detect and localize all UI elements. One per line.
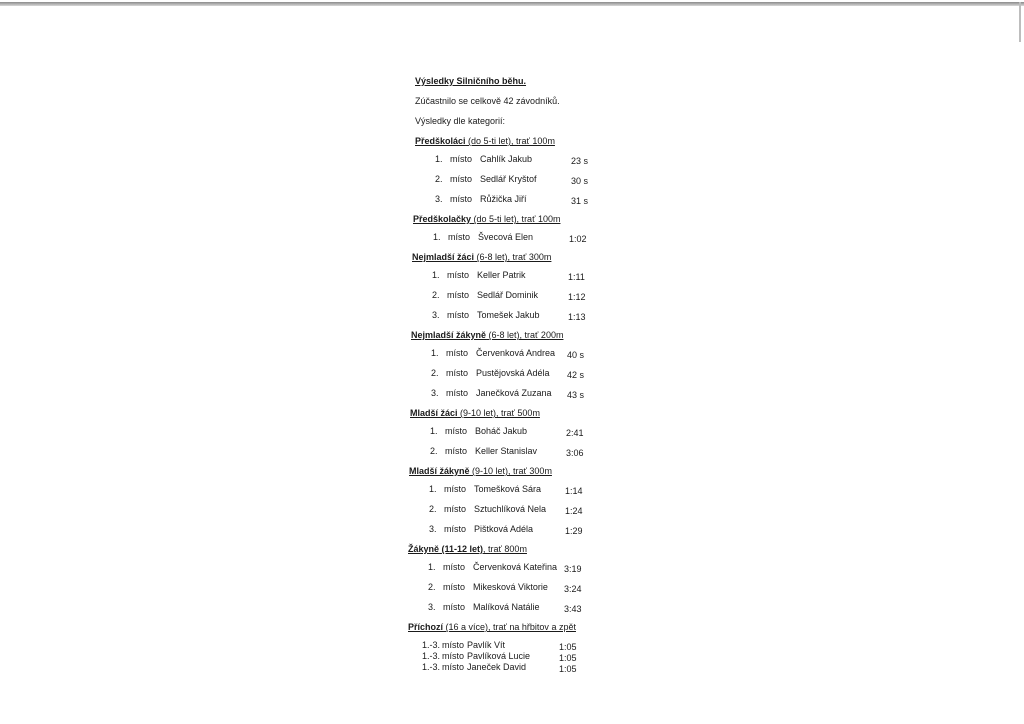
result-name: Boháč Jakub — [475, 426, 528, 436]
result-rank: 2. — [430, 446, 438, 456]
result-time: 1:05 — [559, 642, 577, 652]
category-header — [413, 214, 605, 224]
result-rank: 2. — [432, 290, 440, 300]
result-name: Tomešková Sára — [474, 484, 542, 494]
result-time: 1:14 — [565, 486, 583, 496]
result-name: Pištková Adéla — [474, 524, 534, 534]
result-rank: 1.-3. — [422, 640, 441, 650]
category-detail: (do 5-ti let), trať 100m — [471, 214, 561, 224]
result-rank: 3. — [429, 524, 437, 534]
category-detail: (6-8 let), trať 200m — [486, 330, 564, 340]
category-section — [413, 214, 605, 242]
result-row — [408, 602, 605, 612]
result-place-label: místo — [443, 582, 466, 592]
result-row — [409, 484, 605, 494]
result-name: Sztuchlíková Nela — [474, 504, 547, 514]
category-header — [412, 252, 605, 262]
result-place-label: místo — [445, 426, 468, 436]
result-time: 23 s — [571, 156, 589, 166]
result-name: Pustějovská Adéla — [476, 368, 550, 378]
result-row — [412, 290, 605, 300]
result-rank: 2. — [429, 504, 437, 514]
result-row — [409, 524, 605, 534]
result-name: Keller Stanislav — [475, 446, 538, 456]
result-rank: 1. — [431, 348, 439, 358]
result-time: 3:24 — [564, 584, 582, 594]
category-header — [410, 408, 605, 418]
result-place-label: místo — [442, 651, 465, 661]
result-row — [408, 640, 605, 650]
result-name: Sedlář Kryštof — [480, 174, 537, 184]
result-row — [408, 651, 605, 661]
result-time: 3:43 — [564, 604, 582, 614]
category-section — [412, 252, 605, 320]
result-row — [411, 348, 605, 358]
category-name: Žákyně (11-12 let) — [408, 544, 484, 554]
category-section — [411, 330, 605, 398]
result-row — [415, 174, 605, 184]
category-detail: (9-10 let), trať 500m — [457, 408, 540, 418]
result-rank: 1. — [433, 232, 441, 242]
result-time: 43 s — [567, 390, 585, 400]
result-row — [411, 368, 605, 378]
document-title: Výsledky Silničního běhu. — [415, 76, 527, 86]
result-time: 1:02 — [569, 234, 587, 244]
result-rank: 1.-3. — [422, 662, 441, 672]
result-place-label: místo — [447, 270, 470, 280]
result-row — [408, 582, 605, 592]
result-rank: 1. — [429, 484, 437, 494]
category-header — [411, 330, 605, 340]
result-rank: 3. — [431, 388, 439, 398]
result-place-label: místo — [442, 640, 465, 650]
result-place-label: místo — [447, 310, 470, 320]
result-place-label: místo — [450, 154, 473, 164]
result-place-label: místo — [444, 484, 467, 494]
result-name: Tomešek Jakub — [477, 310, 540, 320]
category-section — [408, 622, 605, 672]
result-time: 3:06 — [566, 448, 584, 458]
category-header — [408, 544, 605, 554]
result-name: Sedlář Dominik — [477, 290, 539, 300]
results-document — [408, 76, 605, 674]
result-name: Keller Patrik — [477, 270, 526, 280]
result-rank: 3. — [432, 310, 440, 320]
result-row — [410, 426, 605, 436]
result-rank: 2. — [431, 368, 439, 378]
result-place-label: místo — [450, 194, 473, 204]
category-detail: (9-10 let), trať 300m — [469, 466, 552, 476]
result-place-label: místo — [442, 662, 465, 672]
result-place-label: místo — [446, 348, 469, 358]
result-place-label: místo — [450, 174, 473, 184]
scan-right-edge — [1019, 2, 1021, 42]
categories-list — [408, 136, 605, 674]
result-row — [408, 562, 605, 572]
result-row — [411, 388, 605, 398]
category-name: Nejmladší žákyně — [411, 330, 487, 340]
result-rank: 1. — [432, 270, 440, 280]
result-row — [415, 194, 605, 204]
category-name: Příchozí — [408, 622, 444, 632]
result-time: 1:24 — [565, 506, 583, 516]
result-time: 31 s — [571, 196, 589, 206]
category-detail: (16 a více), trať na hřbitov a zpět — [443, 622, 576, 632]
result-row — [408, 662, 605, 672]
result-name: Cahlík Jakub — [480, 154, 533, 164]
scan-top-edge — [0, 2, 1024, 6]
category-section — [415, 136, 605, 204]
result-name: Pavlík Vít — [467, 640, 506, 650]
result-rank: 1. — [430, 426, 438, 436]
result-time: 1:05 — [559, 653, 577, 663]
result-time: 1:12 — [568, 292, 586, 302]
category-name: Předškolačky — [413, 214, 472, 224]
result-rank: 1. — [428, 562, 436, 572]
result-row — [412, 270, 605, 280]
result-time: 3:19 — [564, 564, 582, 574]
result-time: 2:41 — [566, 428, 584, 438]
result-name: Švecová Elen — [478, 232, 534, 242]
result-place-label: místo — [446, 368, 469, 378]
result-rank: 3. — [428, 602, 436, 612]
result-time: 1:11 — [568, 272, 585, 282]
result-rank: 1. — [435, 154, 443, 164]
participants-count: Zúčastnilo se celkově 42 závodníků. — [415, 96, 560, 106]
result-place-label: místo — [446, 388, 469, 398]
category-detail: (do 5-ti let), trať 100m — [465, 136, 555, 146]
result-row — [409, 504, 605, 514]
category-header — [408, 622, 605, 632]
result-place-label: místo — [444, 504, 467, 514]
result-time: 42 s — [567, 370, 585, 380]
result-rank: 2. — [428, 582, 436, 592]
result-time: 30 s — [571, 176, 589, 186]
result-place-label: místo — [447, 290, 470, 300]
result-time: 1:05 — [559, 664, 577, 674]
result-name: Janeček David — [467, 662, 527, 672]
result-place-label: místo — [443, 562, 466, 572]
result-name: Růžička Jiří — [480, 194, 527, 204]
category-header — [409, 466, 605, 476]
category-name: Mladší žáci — [410, 408, 458, 418]
category-name: Nejmladší žáci — [412, 252, 475, 262]
result-time: 40 s — [567, 350, 585, 360]
result-name: Mikesková Viktorie — [473, 582, 548, 592]
category-detail: , trať 800m — [483, 544, 527, 554]
result-time: 1:29 — [565, 526, 583, 536]
result-place-label: místo — [445, 446, 468, 456]
result-place-label: místo — [443, 602, 466, 612]
results-subtitle: Výsledky dle kategorií: — [415, 116, 506, 126]
category-section — [408, 544, 605, 612]
result-row — [415, 154, 605, 164]
category-header — [415, 136, 605, 146]
result-name: Červenková Kateřina — [473, 562, 558, 572]
result-rank: 2. — [435, 174, 443, 184]
result-time: 1:13 — [568, 312, 586, 322]
category-name: Předškoláci — [415, 136, 466, 146]
result-rank: 1.-3. — [422, 651, 441, 661]
result-place-label: místo — [448, 232, 471, 242]
result-row — [413, 232, 605, 242]
result-name: Janečková Zuzana — [476, 388, 552, 398]
result-place-label: místo — [444, 524, 467, 534]
result-name: Pavlíková Lucie — [467, 651, 531, 661]
result-name: Malíková Natálie — [473, 602, 540, 612]
result-rank: 3. — [435, 194, 443, 204]
category-section — [410, 408, 605, 456]
category-name: Mladší žákyně — [409, 466, 470, 476]
result-name: Červenková Andrea — [476, 348, 556, 358]
result-row — [412, 310, 605, 320]
result-row — [410, 446, 605, 456]
category-detail: (6-8 let), trať 300m — [474, 252, 552, 262]
category-section — [409, 466, 605, 534]
